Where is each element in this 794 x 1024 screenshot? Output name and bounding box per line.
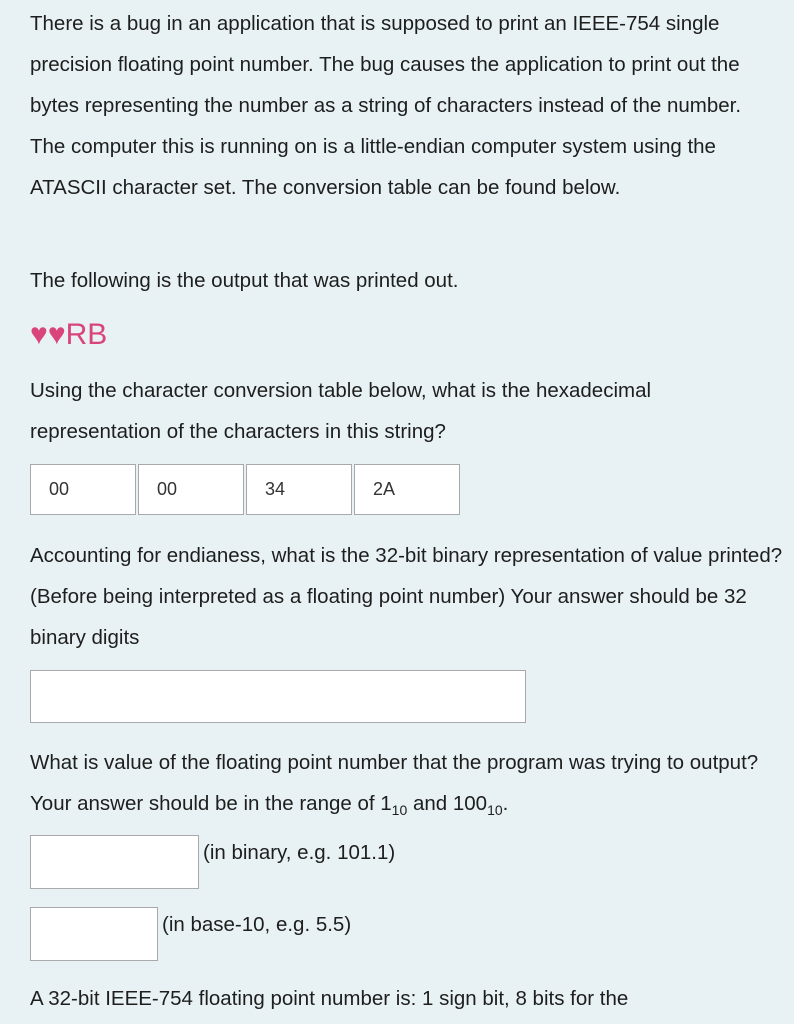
hex-value-cell[interactable]: 2A — [354, 464, 460, 515]
question-hex-representation: Using the character conversion table below, what is the hexadecimal representation of the characters in this string? — [30, 379, 652, 443]
hex-value-cell[interactable]: 00 — [138, 464, 244, 515]
binary-answer-input[interactable] — [30, 835, 199, 889]
intro-paragraph: There is a bug in an application that is supposed to print an IEEE-754 single precision floating point number. The bug causes the application to print out the bytes representing the number as a string of characters instead of the number. The computer this is running on is a little-endian computer system using the ATASCII character set. The conversion table can be found below. — [30, 12, 742, 199]
printed-output-string: ♥♥RB — [30, 318, 108, 351]
base10-hint: (in base-10, e.g. 5.5) — [162, 913, 352, 936]
question-float-value-end: . — [502, 792, 509, 815]
question-float-value — [30, 742, 790, 824]
binary-answer-row — [30, 835, 395, 889]
subscript-base: 10 — [487, 802, 503, 818]
binary-32bit-input[interactable] — [30, 670, 526, 723]
ieee754-description: A 32-bit IEEE-754 floating point number is: 1 sign bit, 8 bits for the — [30, 987, 629, 1010]
hex-values-row — [30, 464, 462, 515]
hex-value-cell[interactable]: 34 — [246, 464, 352, 515]
base10-answer-row — [30, 907, 351, 961]
output-intro-text: The following is the output that was printed out. — [30, 269, 459, 292]
question-float-value-mid: and 100 — [407, 792, 488, 815]
subscript-base: 10 — [391, 802, 408, 818]
binary-hint: (in binary, e.g. 101.1) — [203, 841, 396, 864]
question-binary-representation: Accounting for endianess, what is the 32-bit binary representation of value printed? (Before being interpreted as a floating point number) Your answer should be 32 binary digits — [30, 544, 783, 649]
question-float-value-main: What is value of the floating point number that the program was trying to output? Your answer should be in the range of 1 — [30, 751, 759, 815]
base10-answer-input[interactable] — [30, 907, 158, 961]
hex-value-cell[interactable]: 00 — [30, 464, 136, 515]
